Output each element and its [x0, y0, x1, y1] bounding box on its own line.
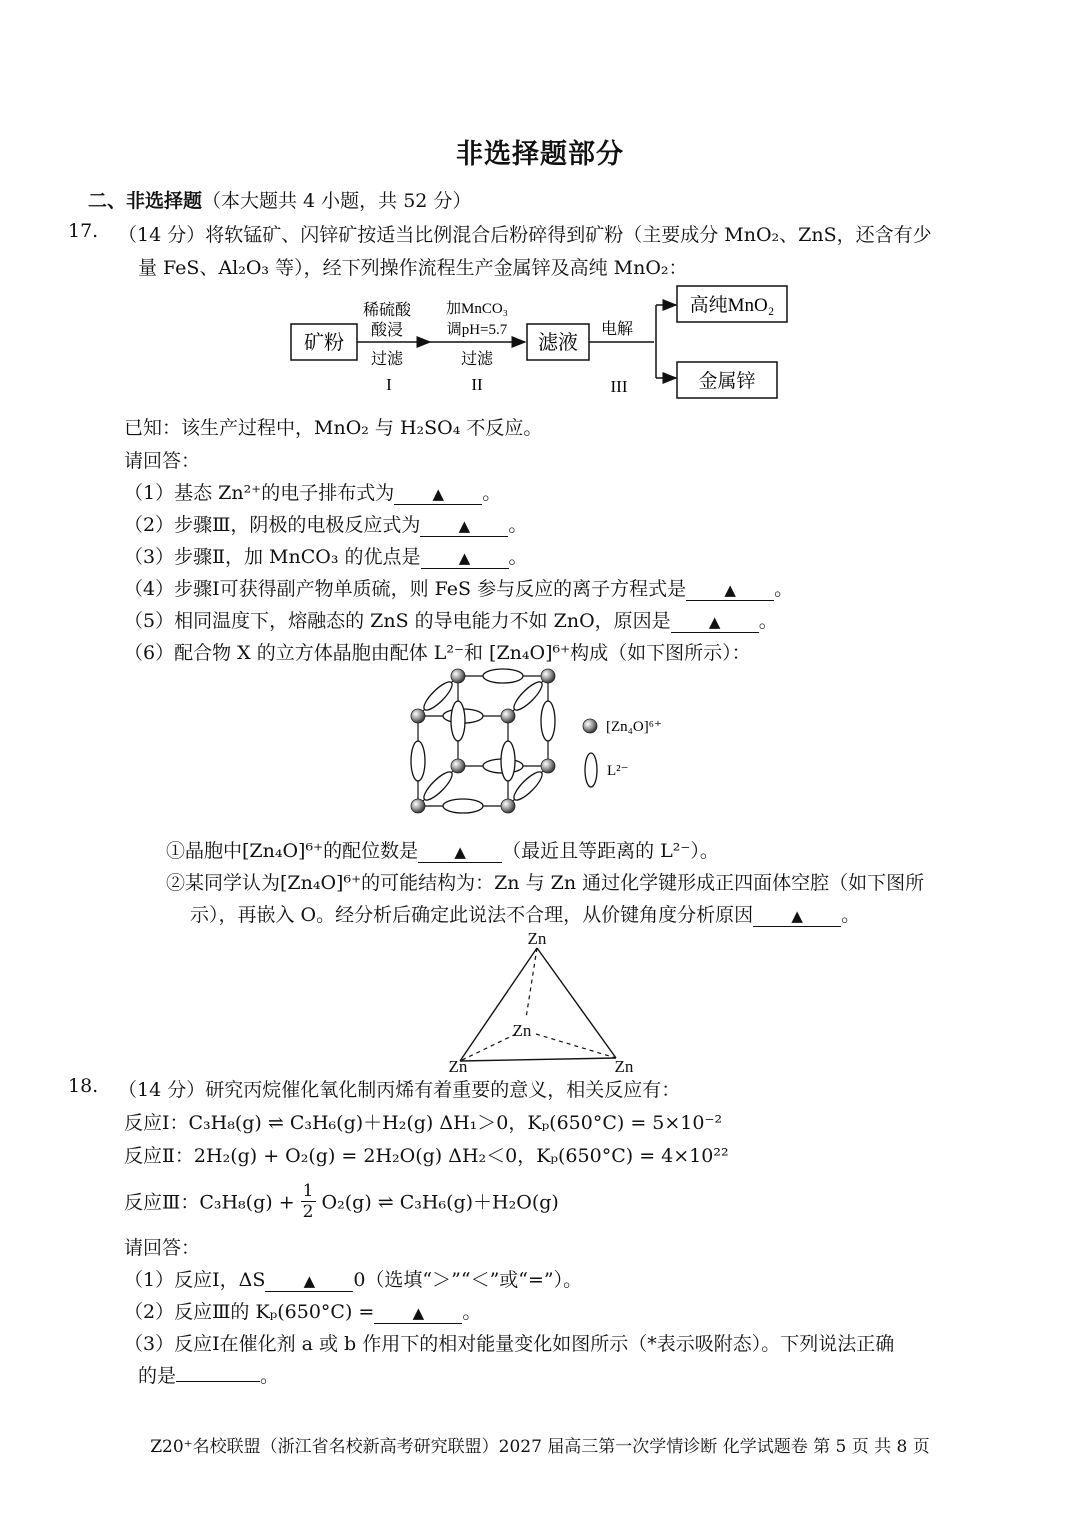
answer-blank[interactable]: [671, 610, 759, 633]
q17-part2-text: （2）步骤Ⅲ，阴极的电极反应式为: [124, 514, 421, 536]
blank-triangle-icon: ▲: [458, 549, 471, 567]
step1-filter: 过滤: [370, 351, 404, 368]
answer-blank[interactable]: [176, 1381, 260, 1382]
answer-blank[interactable]: [753, 904, 841, 927]
blank-triangle-icon: ▲: [791, 907, 803, 925]
q17-sub1-text: ①晶胞中[Zn₄O]⁶⁺的配位数是: [166, 840, 419, 862]
blank-triangle-icon: ▲: [432, 485, 444, 503]
q18-reaction2: 反应Ⅱ：2H₂(g) + O₂(g) = 2H₂O(g) ΔH₂＜0，Kₚ(650°C) = 4×10²²: [124, 1145, 729, 1167]
q18-part2: [124, 1297, 481, 1324]
q18-number: 18.: [68, 1075, 99, 1097]
process-flow-diagram: [280, 282, 800, 402]
q18-part3-text: 的是: [138, 1365, 177, 1387]
fraction-half: [301, 1181, 316, 1222]
q17-sub1-tail: （最近且等距离的 L²⁻）。: [502, 840, 719, 862]
blank-triangle-icon: ▲: [724, 581, 736, 599]
q17-intro-line1: [118, 220, 932, 247]
legend-ligand-icon: [585, 753, 597, 787]
q17-sub1: [166, 836, 719, 863]
period: 。: [774, 578, 794, 600]
period: 。: [508, 514, 528, 536]
q18-score: （14 分）: [118, 1079, 206, 1101]
q18-part1-tail: 0（选填“＞”“＜”或“=”）。: [353, 1269, 583, 1291]
crystal-cell-diagram: [400, 666, 690, 832]
blank-triangle-icon: ▲: [708, 613, 721, 631]
answer-blank[interactable]: [420, 514, 508, 537]
q17-part5-text: （5）相同温度下，熔融态的 ZnS 的导电能力不如 ZnO，原因是: [124, 610, 671, 632]
section-note: （本大题共 4 小题，共 52 分）: [202, 190, 472, 212]
period: 。: [482, 482, 502, 504]
q17-part3-text: （3）步骤Ⅱ，加 MnCO₃ 的优点是: [124, 546, 421, 568]
page-footer: Z20⁺名校联盟（浙江省名校新高考研究联盟）2027 届高三第一次学情诊断 化学试题卷 第 5 页 共 8 页: [150, 1437, 930, 1457]
q18-part3-line1: （3）反应Ⅰ在催化剂 a 或 b 作用下的相对能量变化如图所示（*表示吸附态）。下列说法正确: [124, 1333, 895, 1355]
step2-ph: 调pH=5.7: [446, 322, 508, 338]
filtrate-label: 滤液: [538, 332, 578, 354]
q18-part3-line2: [138, 1361, 279, 1388]
q17-score: （14 分）: [118, 224, 206, 246]
q18-r3-right: O₂(g) ⇌ C₃H₆(g)＋H₂O(g): [321, 1191, 559, 1214]
q18-part1-text: （1）反应Ⅰ，ΔS: [124, 1269, 266, 1291]
q17-part2: [124, 510, 527, 537]
tetra-zn-top: Zn: [527, 929, 547, 948]
period: 。: [462, 1301, 482, 1323]
q17-part1: [124, 478, 501, 505]
q17-sub2-text: 示），再嵌入 O。经分析后确定此说法不合理，从价键角度分析原因: [190, 904, 754, 926]
ligand-ovals: [411, 669, 555, 813]
q18-r3-left: 反应Ⅲ：C₃H₈(g) +: [124, 1191, 295, 1214]
q17-sub2-line1: ②某同学认为[Zn₄O]⁶⁺的可能结构为：Zn 与 Zn 通过化学键形成正四面体空腔（如下图所: [166, 872, 925, 894]
legend-ligand-label: L²⁻: [607, 763, 629, 779]
section-header: [88, 186, 471, 213]
period: 。: [758, 610, 778, 632]
answer-blank[interactable]: [421, 546, 509, 569]
q17-number: 17.: [68, 220, 99, 242]
q18-part1: [124, 1265, 582, 1292]
q17-part1-text: （1）基态 Zn²⁺的电子排布式为: [124, 482, 395, 504]
q17-part6: （6）配合物 X 的立方体晶胞由配体 L²⁻和 [Zn₄O]⁶⁺构成（如下图所示）：: [124, 642, 751, 664]
product1-label: 高纯MnO₂: [689, 295, 775, 316]
period: 。: [508, 546, 528, 568]
tetra-zn-left: Zn: [448, 1057, 468, 1076]
blank-triangle-icon: ▲: [454, 843, 466, 861]
section-head: 二、非选择题: [88, 190, 203, 212]
step3-electrolysis: 电解: [600, 321, 634, 338]
fraction-numerator: 1: [302, 1181, 314, 1201]
tetrahedron-diagram: [430, 926, 650, 1076]
q17-intro2: 量 FeS、Al₂O₃ 等），经下列操作流程生产金属锌及高纯 MnO₂：: [138, 257, 688, 279]
answer-blank[interactable]: [418, 840, 502, 863]
q18-reaction1: 反应Ⅰ：C₃H₈(g) ⇌ C₃H₆(g)＋H₂(g) ΔH₁＞0，Kₚ(650°C) = 5×10⁻²: [124, 1112, 723, 1134]
q17-known: 已知：该生产过程中，MnO₂ 与 H₂SO₄ 不反应。: [124, 417, 543, 439]
answer-blank[interactable]: [265, 1269, 353, 1292]
step2-filter: 过滤: [460, 351, 494, 368]
page-title: 非选择题部分: [456, 139, 624, 170]
step1-roman: I: [386, 375, 392, 394]
q17-ask: 请回答：: [124, 450, 201, 472]
q17-sub2-line2: [190, 900, 860, 927]
period: 。: [260, 1365, 280, 1387]
tetra-zn-center: Zn: [512, 1021, 532, 1040]
q18-part2-text: （2）反应Ⅲ的 Kₚ(650°C) =: [124, 1301, 375, 1323]
period: 。: [841, 904, 861, 926]
q17-part4-text: （4）步骤Ⅰ可获得副产物单质硫，则 FeS 参与反应的离子方程式是: [124, 578, 687, 600]
product2-label: 金属锌: [698, 371, 756, 392]
answer-blank[interactable]: [394, 482, 482, 505]
blank-triangle-icon: ▲: [303, 1272, 316, 1290]
step1-action: 酸浸: [370, 322, 404, 339]
q17-part4: [124, 574, 793, 601]
q17-part3: [124, 542, 528, 569]
blank-triangle-icon: ▲: [458, 517, 471, 535]
legend-zn4o-icon: [583, 719, 597, 733]
answer-blank[interactable]: [686, 578, 774, 601]
answer-blank[interactable]: [374, 1301, 462, 1324]
step2-roman: II: [471, 375, 483, 394]
q18-ask: 请回答：: [124, 1237, 201, 1259]
fraction-denominator: 2: [302, 1202, 314, 1222]
tetra-zn-right: Zn: [614, 1057, 634, 1076]
q18-intro: 研究丙烷催化氧化制丙烯有着重要的意义，相关反应有：: [205, 1079, 681, 1101]
blank-triangle-icon: ▲: [412, 1304, 425, 1322]
q18-intro-line: [118, 1075, 680, 1102]
ore-label: 矿粉: [304, 332, 344, 354]
q18-reaction3: [124, 1183, 559, 1224]
q17-intro1: 将软锰矿、闪锌矿按适当比例混合后粉碎得到矿粉（主要成分 MnO₂、ZnS，还含有少: [205, 224, 932, 246]
step1-reagent: 稀硫酸: [362, 302, 412, 319]
q17-part5: [124, 606, 778, 633]
legend-zn4o-label: [Zn₄O]⁶⁺: [606, 719, 662, 735]
step2-reagent: 加MnCO₃: [446, 301, 508, 317]
step3-roman: III: [610, 377, 628, 396]
